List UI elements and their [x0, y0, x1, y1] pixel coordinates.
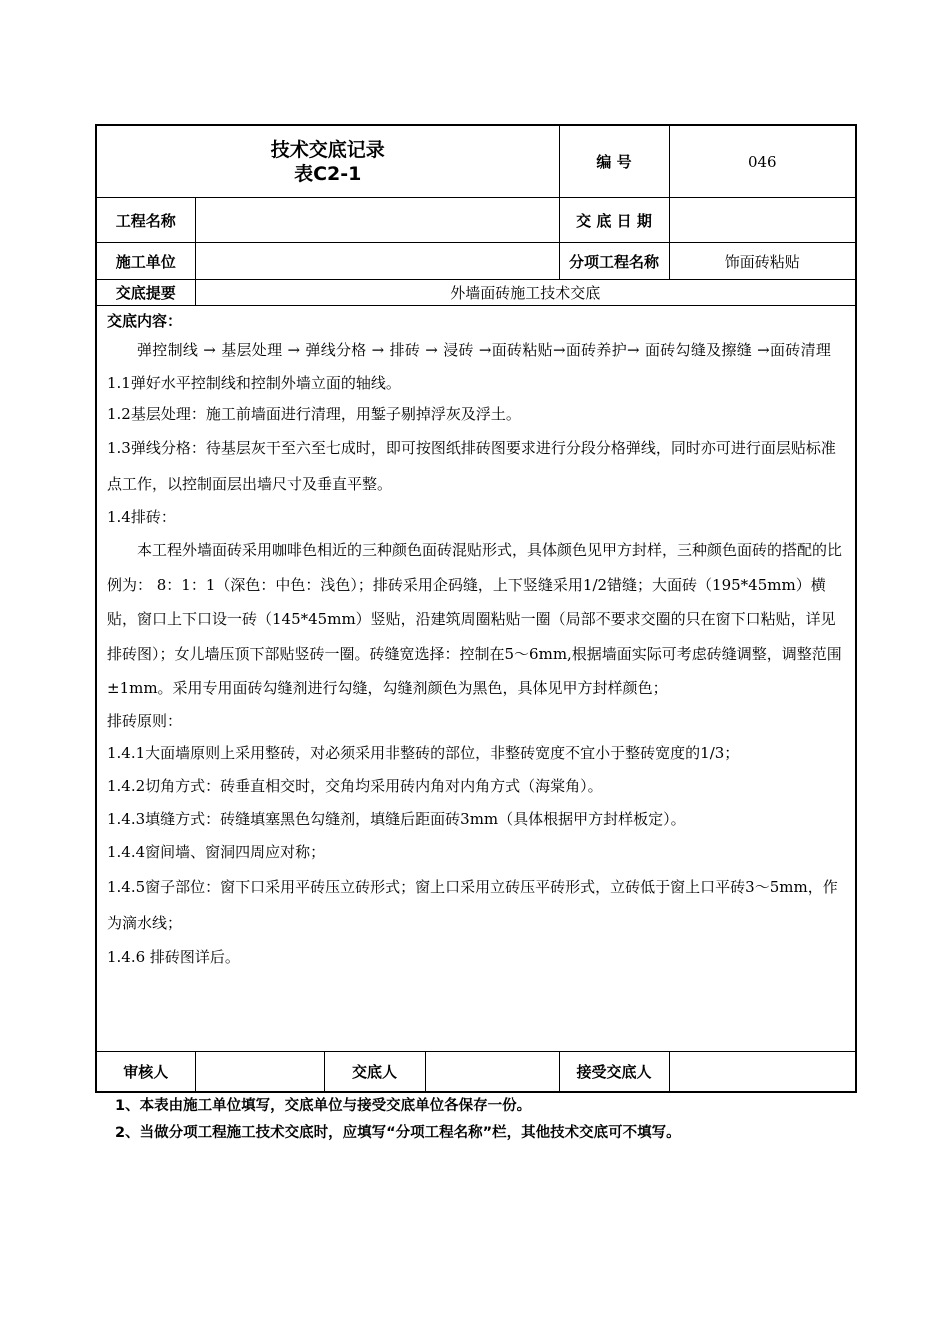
- receiver-value[interactable]: [669, 1052, 856, 1092]
- form-table: [95, 124, 857, 1093]
- footnote-2: 2、当做分项工程施工技术交底时，应填写“分项工程名称”栏，其他技术交底可不填写。: [115, 1124, 681, 1141]
- item-1-1: 1.1弹好水平控制线和控制外墙立面的轴线。: [107, 374, 401, 392]
- date-label: 交 底 日 期: [559, 198, 669, 243]
- item-1-4-3: 1.4.3填缝方式：砖缝填塞黑色勾缝剂，填缝后距面砖3mm（具体根据甲方封样板定）。: [107, 809, 686, 828]
- item-1-4-body: 本工程外墙面砖采用咖啡色相近的三种颜色面砖混贴形式，具体颜色见甲方封样，三种颜色面砖的搭配的比例为： 8：1：1（深色：中色：浅色）；排砖采用企码缝，上下竖缝采用1/2错缝；大面砖（195*45mm）横贴，窗口上下口设一砖（145*45mm）竖贴，沿建筑周圈粘贴一圈（局部不要求交圈的只在窗下口粘贴，详见排砖图）；女儿墙压顶下部贴竖砖一圈。砖缝宽选择：控制在5～6mm,根据墙面实际可考虑砖缝调整，调整范围±1mm。采用专用面砖勾缝剂进行勾缝，勾缝剂颜色为黑色，具体见甲方封样颜色；: [107, 541, 843, 697]
- sub-project-value[interactable]: 饰面砖粘贴: [669, 243, 856, 280]
- item-1-4-4: 1.4.4窗间墙、窗洞四周应对称；: [107, 842, 326, 861]
- content-cell: [96, 306, 856, 1052]
- number-label: 编 号: [559, 125, 669, 198]
- footnote-1: 1、本表由施工单位填写，交底单位与接受交底单位各保存一份。: [115, 1097, 532, 1114]
- number-value[interactable]: 046: [669, 125, 856, 198]
- receiver-label: 接受交底人: [559, 1052, 669, 1092]
- content-heading: 交底内容：: [107, 312, 183, 330]
- project-name-label: 工程名称: [96, 198, 195, 243]
- item-1-4-1: 1.4.1大面墙原则上采用整砖，对必须采用非整砖的部位，非整砖宽度不宜小于整砖宽度的1/3；: [107, 743, 740, 762]
- discloser-label: 交底人: [324, 1052, 425, 1092]
- item-1-4: 1.4排砖：: [107, 508, 176, 526]
- item-1-4-6: 1.4.6 排砖图详后。: [107, 947, 240, 966]
- date-value[interactable]: [669, 198, 856, 243]
- item-1-2: 1.2基层处理：施工前墙面进行清理，用錾子剔掉浮灰及浮土。: [107, 405, 521, 423]
- principle-heading: 排砖原则：: [107, 711, 183, 730]
- process-flow: 弹控制线 → 基层处理 → 弹线分格 → 排砖 → 浸砖 →面砖粘贴→面砖养护→ 面砖勾缝及擦缝 →面砖清理: [137, 341, 832, 359]
- project-name-value[interactable]: [195, 198, 559, 243]
- unit-label: 施工单位: [96, 243, 195, 280]
- item-1-4-5: 1.4.5窗子部位：窗下口采用平砖压立砖形式；窗上口采用立砖压平砖形式，立砖低于窗上口平砖3～5mm，作为滴水线；: [107, 877, 838, 932]
- summary-label: 交底提要: [96, 280, 195, 306]
- reviewer-label: 审核人: [96, 1052, 195, 1092]
- item-1-4-2: 1.4.2切角方式：砖垂直相交时，交角均采用砖内角对内角方式（海棠角）。: [107, 776, 603, 795]
- sub-project-label: 分项工程名称: [559, 243, 669, 280]
- form-title-cell: [96, 125, 559, 198]
- form-title: 技术交底记录: [270, 138, 385, 161]
- item-1-3: 1.3弹线分格：待基层灰干至六至七成时，即可按图纸排砖图要求进行分段分格弹线，同时亦可进行面层贴标准点工作，以控制面层出墙尺寸及垂直平整。: [107, 439, 836, 493]
- form-code: 表C2-1: [294, 162, 362, 185]
- summary-value[interactable]: 外墙面砖施工技术交底: [195, 280, 856, 306]
- unit-value[interactable]: [195, 243, 559, 280]
- discloser-value[interactable]: [425, 1052, 559, 1092]
- footnotes: [95, 1093, 855, 1147]
- technical-disclosure-form: [95, 124, 855, 1147]
- reviewer-value[interactable]: [195, 1052, 324, 1092]
